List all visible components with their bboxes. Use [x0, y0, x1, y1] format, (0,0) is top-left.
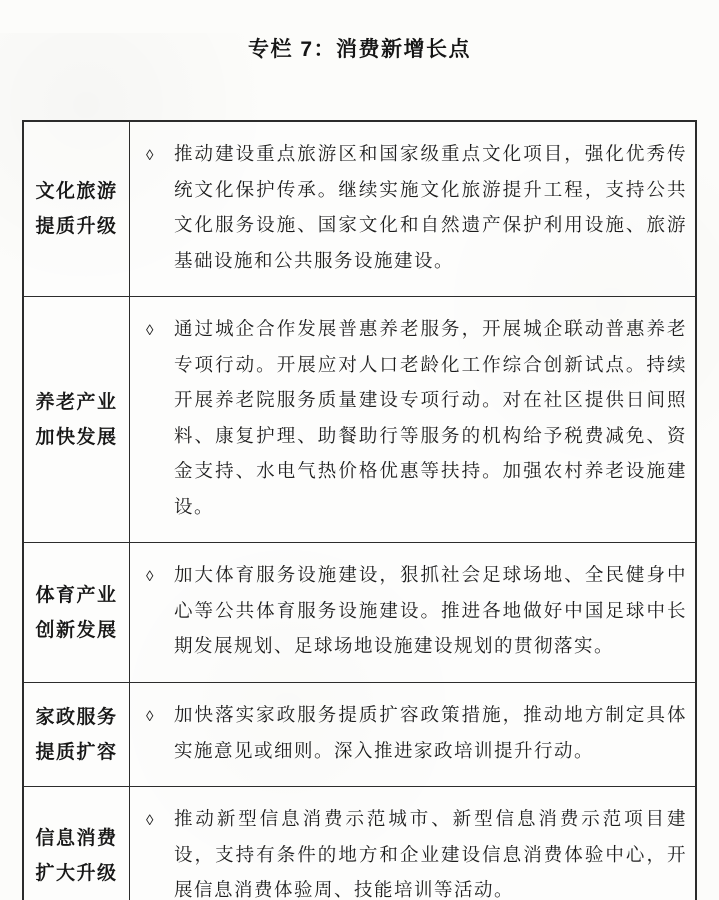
row-content-inner — [144, 313, 687, 526]
row-label — [24, 297, 130, 542]
row-content-text: 加快落实家政服务提质扩容政策措施，推动地方制定具体实施意见或细则。深入推进家政培训提升行动。 — [174, 706, 687, 762]
row-content — [130, 543, 695, 682]
row-label-line: 提质升级 — [35, 216, 118, 237]
table-row — [24, 122, 695, 296]
row-label-line: 养老产业 — [35, 391, 118, 413]
row-label-line: 信息消费 — [35, 828, 118, 850]
row-content-inner — [144, 559, 687, 666]
row-label-line: 体育产业 — [35, 584, 118, 606]
row-label — [24, 787, 130, 900]
diamond-bullet-icon: ◊ — [146, 322, 154, 339]
row-content-text: 加大体育服务设施建设，狠抓社会足球场地、全民健身中心等公共体育服务设施建设。推进各地做好中国足球中长期发展规划、足球场地设施建设规划的贯彻落实。 — [174, 566, 687, 658]
diamond-bullet-icon: ◊ — [146, 708, 154, 725]
row-label-line: 创新发展 — [35, 619, 118, 641]
diamond-bullet-icon: ◊ — [146, 147, 154, 164]
table-row — [24, 786, 695, 900]
diamond-bullet-icon: ◊ — [146, 568, 154, 586]
row-content-text: 推动建设重点旅游区和国家级重点文化项目，强化优秀传统文化保护传承。继续实施文化旅游提升工程，支持公共文化服务设施、国家文化和自然遗产保护利用设施、旅游基础设施和公共服务设施建设。 — [174, 145, 687, 272]
row-content — [130, 683, 695, 786]
row-label-line: 扩大升级 — [35, 863, 118, 885]
row-content — [130, 122, 695, 296]
table-row — [24, 296, 695, 542]
row-content — [130, 297, 695, 542]
row-label-line: 提质扩容 — [35, 741, 118, 763]
row-label — [24, 683, 130, 786]
diamond-bullet-icon: ◊ — [146, 812, 154, 829]
row-label-line: 家政服务 — [35, 706, 118, 728]
row-content-inner — [144, 138, 687, 280]
row-label — [24, 122, 130, 296]
row-content — [130, 787, 695, 900]
consumption-growth-table — [22, 120, 697, 900]
row-label-line: 加快发展 — [35, 426, 118, 448]
row-label-line: 文化旅游 — [35, 181, 118, 202]
row-content-text: 通过城企合作发展普惠养老服务，开展城企联动普惠养老专项行动。开展应对人口老龄化工作综合创新试点。持续开展养老院服务质量建设专项行动。对在社区提供日间照料、康复护理、助餐助行等服务的机构给予税费减免、资金支持、水电气热价格优惠等扶持。加强农村养老设施建设。 — [174, 320, 687, 518]
row-content-text: 推动新型信息消费示范城市、新型信息消费示范项目建设，支持有条件的地方和企业建设信息消费体验中心，开展信息消费体验周、技能培训等活动。 — [174, 810, 687, 900]
table-row — [24, 542, 695, 682]
page-title: 专栏 7：消费新增长点 — [247, 38, 471, 61]
row-content-inner — [144, 803, 687, 900]
table-row — [24, 682, 695, 786]
row-label — [24, 543, 130, 682]
row-content-inner — [144, 699, 687, 770]
